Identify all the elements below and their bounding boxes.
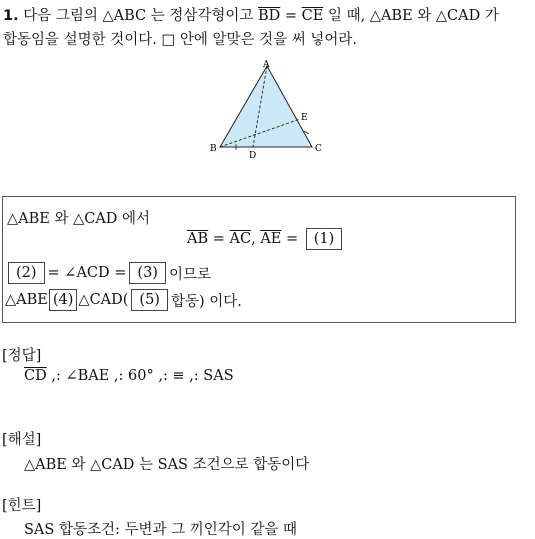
answer-heading: [정답] <box>2 348 42 364</box>
label-c: C <box>315 144 322 154</box>
hint-text: SAS 합동조건: 두변과 그 끼인각이 같을 때 <box>24 522 297 538</box>
triangle-cad-text: △CAD( <box>78 292 129 308</box>
proof-line-4 <box>5 289 242 311</box>
therefore-text: 이므로 <box>168 266 211 283</box>
segment-cd: $\overline{CD}$ <box>24 368 47 384</box>
blank-1[interactable]: (1) <box>306 228 343 250</box>
answer-text <box>24 368 234 384</box>
segment-ce: $\overline{CE}$ <box>301 8 324 24</box>
proof-box <box>2 196 516 323</box>
problem-line-2 <box>3 28 357 49</box>
problem-text-1a: 다음 그림의 △ABC 는 정삼각형이고 <box>23 8 258 24</box>
segment-ab: $\overline{AB}$ <box>187 231 209 247</box>
blank-4[interactable]: (4) <box>49 289 78 311</box>
label-d: D <box>249 151 257 161</box>
equals-sign: = <box>280 8 302 24</box>
explanation-text: △ABE 와 △CAD 는 SAS 조건으로 합동이다 <box>24 457 310 473</box>
blank-3[interactable]: (3) <box>129 262 166 284</box>
proof-line-3 <box>5 262 211 284</box>
congruence-text: 합동) 이다. <box>170 293 242 310</box>
problem-text-1b: 일 때, △ABE 와 △CAD 가 <box>323 8 499 24</box>
segment-bd: $\overline{BD}$ <box>258 8 281 24</box>
label-a: A <box>263 60 270 70</box>
segment-ae: $\overline{AE}$ <box>260 231 282 247</box>
triangle-abe-text: △ABE <box>5 292 48 308</box>
problem-text-2: 합동임을 설명한 것이다. □ 안에 알맞은 것을 써 넣어라. <box>3 32 357 48</box>
blank-5[interactable]: (5) <box>131 289 168 311</box>
problem-line-1 <box>3 4 499 25</box>
blank-2[interactable]: (2) <box>8 262 45 284</box>
comma: , <box>251 231 261 247</box>
answer-rest: ,: ∠BAE ,: 60° ,: ≡ ,: SAS <box>46 368 234 384</box>
proof-line-1 <box>7 207 150 228</box>
angle-acd-text: = ∠ACD = <box>47 265 127 281</box>
segment-ac: $\overline{AC}$ <box>229 231 252 247</box>
triangle-figure <box>205 58 330 168</box>
hint-heading: [힌트] <box>2 498 42 514</box>
problem-number: 1. <box>3 8 19 24</box>
equals-2: = <box>281 231 303 247</box>
equals-1: = <box>208 231 230 247</box>
triangle-abc <box>220 66 312 147</box>
explanation-heading: [해설] <box>2 432 42 448</box>
proof-line-2 <box>187 228 345 250</box>
proof-intro: △ABE 와 △CAD 에서 <box>7 211 151 227</box>
label-e: E <box>301 113 308 123</box>
label-b: B <box>210 144 217 154</box>
